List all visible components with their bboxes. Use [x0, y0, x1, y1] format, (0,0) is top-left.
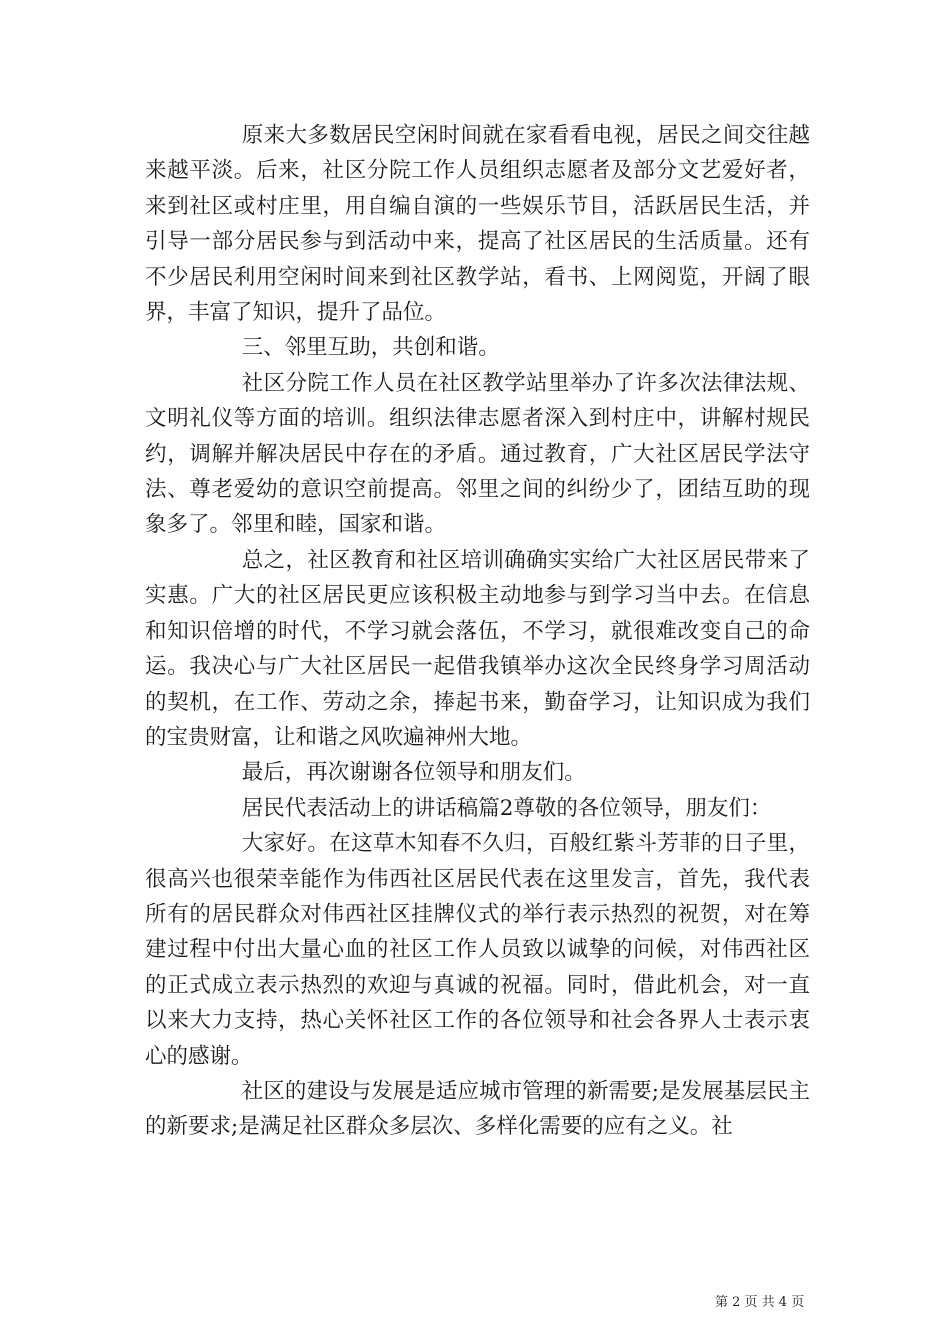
paragraph-community-building: 社区的建设与发展是适应城市管理的新需要;是发展基层民主的新要求;是满足社区群众多层次、多样化需要的应有之义。社 — [145, 1078, 810, 1140]
paragraph-greeting: 大家好。在这草木知春不久归，百般红紫斗芳菲的日子里，很高兴也很荣幸能作为伟西社区居民代表在这里发言，首先，我代表所有的居民群众对伟西社区挂牌仪式的举行表示热烈的祝贺，对在筹建过程中付出大量心血的社区工作人员致以诚挚的问候，对伟西社区的正式成立表示热烈的欢迎与真诚的祝福。同时，借此机会，对一直以来大力支持，热心关怀社区工作的各位领导和社会各界人士表示衷心的感谢。 — [145, 831, 810, 1069]
page-number: 第 2 页 共 4 页 — [715, 1295, 805, 1310]
paragraph-leisure-life: 原来大多数居民空闲时间就在家看看电视，居民之间交往越来越平淡。后来，社区分院工作人员组织志愿者及部分文艺爱好者，来到社区或村庄里，用自编自演的一些娱乐节目，活跃居民生活，并引导一部分居民参与到活动中来，提高了社区居民的生活质量。还有不少居民利用空闲时间来到社区教学站，看书、上网阅览，开阔了眼界，丰富了知识，提升了品位。 — [145, 123, 810, 326]
speech-2-title: 居民代表活动上的讲话稿篇2尊敬的各位领导，朋友们： — [241, 795, 772, 821]
section-heading-neighbor-help: 三、邻里互助，共创和谐。 — [241, 335, 500, 361]
paragraph-thanks: 最后，再次谢谢各位领导和朋友们。 — [241, 760, 586, 786]
document-body — [145, 118, 810, 1145]
paragraph-conclusion: 总之，社区教育和社区培训确确实实给广大社区居民带来了实惠。广大的社区居民更应该积极主动地参与到学习当中去。在信息和知识倍增的时代，不学习就会落伍，不学习，就很难改变自己的命运。我决心与广大社区居民一起借我镇举办这次全民终身学习周活动的契机，在工作、劳动之余，捧起书来，勤奋学习，让知识成为我们的宝贵财富，让和谐之风吹遍神州大地。 — [145, 547, 810, 750]
paragraph-legal-training: 社区分院工作人员在社区教学站里举办了许多次法律法规、文明礼仪等方面的培训。组织法律志愿者深入到村庄中，讲解村规民约，调解并解决居民中存在的矛盾。通过教育，广大社区居民学法守法、尊老爱幼的意识空前提高。邻里之间的纠纷少了，团结互助的现象多了。邻里和睦，国家和谐。 — [145, 370, 810, 538]
